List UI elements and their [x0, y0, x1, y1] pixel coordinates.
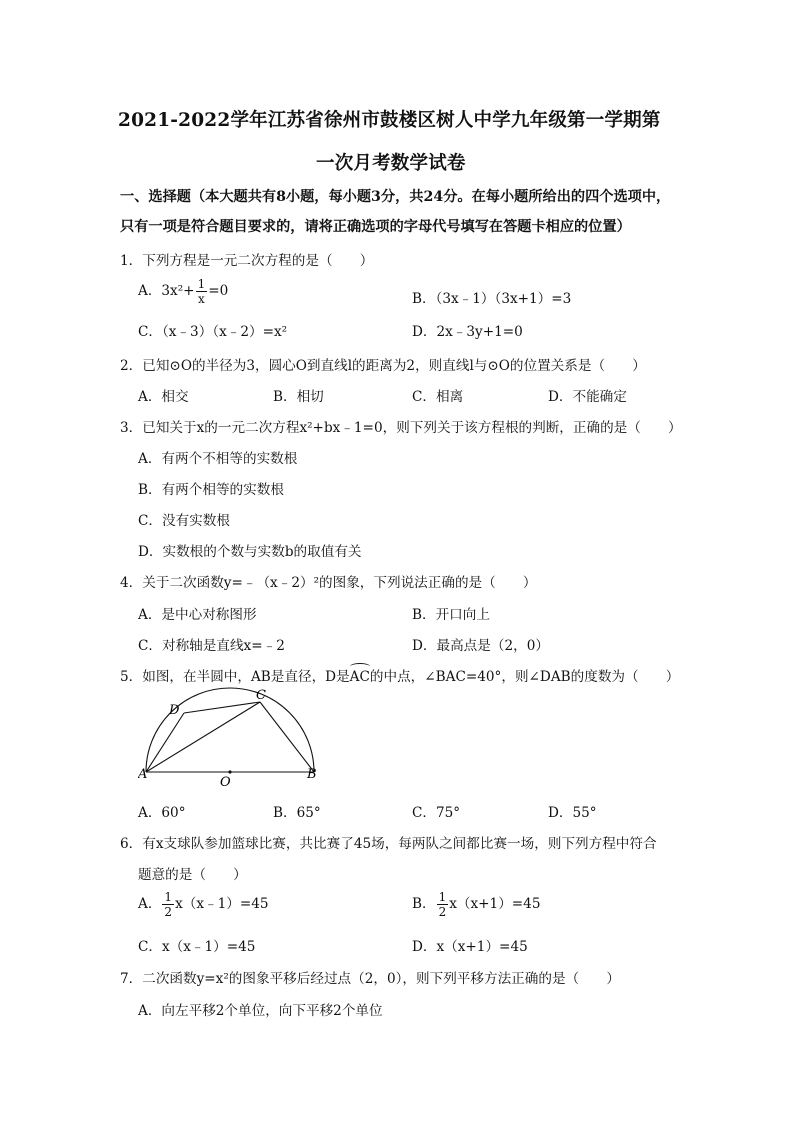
q1-option-a-prefix: A．3x²+: [138, 283, 195, 299]
arc-ac-notation: [350, 669, 370, 685]
question-5-option-c: C．75°: [412, 805, 461, 821]
chord-ac: [146, 702, 260, 772]
q6-option-a-numerator: 1: [164, 890, 173, 904]
q1-option-a-numerator: 1: [197, 277, 206, 291]
question-6-stem-line1: 6．有x支球队参加篮球比赛，共比赛了45场，每两队之间都比赛一场，则下列方程中符合: [120, 836, 657, 852]
exam-title-line2: 一次月考数学试卷: [316, 153, 466, 174]
q1-option-a-fraction: [196, 278, 208, 305]
question-1-stem: 1．下列方程是一元二次方程的是（ ）: [120, 253, 374, 269]
label-o: O: [220, 775, 231, 790]
question-3-option-b: B．有两个相等的实数根: [138, 482, 284, 498]
semicircle-arc: [146, 688, 314, 772]
question-2-option-a: A．相交: [138, 389, 189, 405]
question-1-option-b: B．（3x﹣1）（3x+1）=3: [412, 291, 572, 307]
question-1-option-a: [138, 278, 228, 305]
q6-option-a-prefix: A．: [138, 896, 162, 912]
question-5-stem: [120, 665, 679, 685]
question-4-option-d: D．最高点是（2，0）: [412, 638, 549, 654]
question-4-option-c: C．对称轴是直线x=﹣2: [138, 638, 285, 654]
question-5-option-a: A．60°: [138, 805, 186, 821]
chord-dc: [184, 702, 260, 713]
q6-option-a-suffix: x（x﹣1）=45: [175, 896, 269, 912]
question-6-option-b: [412, 891, 540, 918]
label-a: A: [138, 767, 148, 782]
q1-option-a-suffix: =0: [208, 283, 229, 299]
center-point-o: [228, 770, 231, 773]
arc-label: AC: [349, 669, 370, 685]
label-b: B: [307, 767, 317, 782]
exam-title-line1: 2021-2022学年江苏省徐州市鼓楼区树人中学九年级第一学期第: [118, 110, 661, 131]
question-7-option-a: A．向左平移2个单位，向下平移2个单位: [138, 1003, 383, 1019]
q6-option-b-prefix: B．: [412, 896, 436, 912]
semicircle-figure: [138, 686, 328, 790]
section-heading-line1: 一、选择题（本大题共有8小题，每小题3分，共24分。在每小题所给出的四个选项中，: [120, 189, 671, 205]
question-7-stem: 7．二次函数y=x²的图象平移后经过点（2，0），则下列平移方法正确的是（ ）: [120, 971, 620, 987]
q5-stem-prefix: 5．如图，在半圆中，AB是直径，D是: [120, 669, 350, 685]
question-3-option-a: A．有两个不相等的实数根: [138, 451, 298, 467]
question-5-option-b: B．65°: [273, 805, 321, 821]
q6-option-b-numerator: 1: [438, 890, 447, 904]
question-3-stem: 3．已知关于x的一元二次方程x²+bx﹣1=0，则下列关于该方程根的判断，正确的是（ ）: [120, 420, 682, 436]
label-c: C: [256, 688, 266, 703]
question-2-option-d: D．不能确定: [548, 389, 627, 405]
question-3-option-d: D．实数根的个数与实数b的取值有关: [138, 544, 362, 560]
question-4-stem: 4．关于二次函数y=﹣（x﹣2）²的图象，下列说法正确的是（ ）: [120, 575, 537, 591]
question-2-option-b: B．相切: [273, 389, 324, 405]
question-4-option-b: B．开口向上: [412, 607, 490, 623]
question-6-stem-line2: 题意的是（ ）: [138, 867, 247, 883]
arc-symbol: [350, 663, 370, 670]
section-heading-line2: 只有一项是符合题目要求的，请将正确选项的字母代号填写在答题卡相应的位置）: [120, 219, 631, 235]
q6-option-b-fraction: [437, 891, 449, 918]
q6-option-a-denominator: 2: [164, 905, 173, 919]
label-d: D: [169, 703, 180, 718]
q1-option-a-denominator: x: [198, 292, 205, 306]
question-6-option-a: [138, 891, 269, 918]
question-4-option-a: A．是中心对称图形: [138, 607, 257, 623]
question-6-option-c: C．x（x﹣1）=45: [138, 939, 256, 955]
q5-stem-suffix: 的中点，∠BAC=40°，则∠DAB的度数为（ ）: [369, 669, 680, 685]
question-6-option-d: D．x（x+1）=45: [412, 939, 528, 955]
q6-option-b-suffix: x（x+1）=45: [449, 896, 541, 912]
q6-option-a-fraction: [162, 891, 174, 918]
question-3-option-c: C．没有实数根: [138, 513, 230, 529]
q6-option-b-denominator: 2: [438, 905, 447, 919]
question-5-option-d: D．55°: [548, 805, 597, 821]
question-1-option-d: D．2x﹣3y+1=0: [412, 324, 523, 340]
question-1-option-c: C．（x﹣3）（x﹣2）=x²: [138, 324, 288, 340]
question-2-option-c: C．相离: [412, 389, 464, 405]
question-2-stem: 2．已知⊙O的半径为3，圆心O到直线l的距离为2，则直线l与⊙O的位置关系是（ ）: [120, 358, 646, 374]
